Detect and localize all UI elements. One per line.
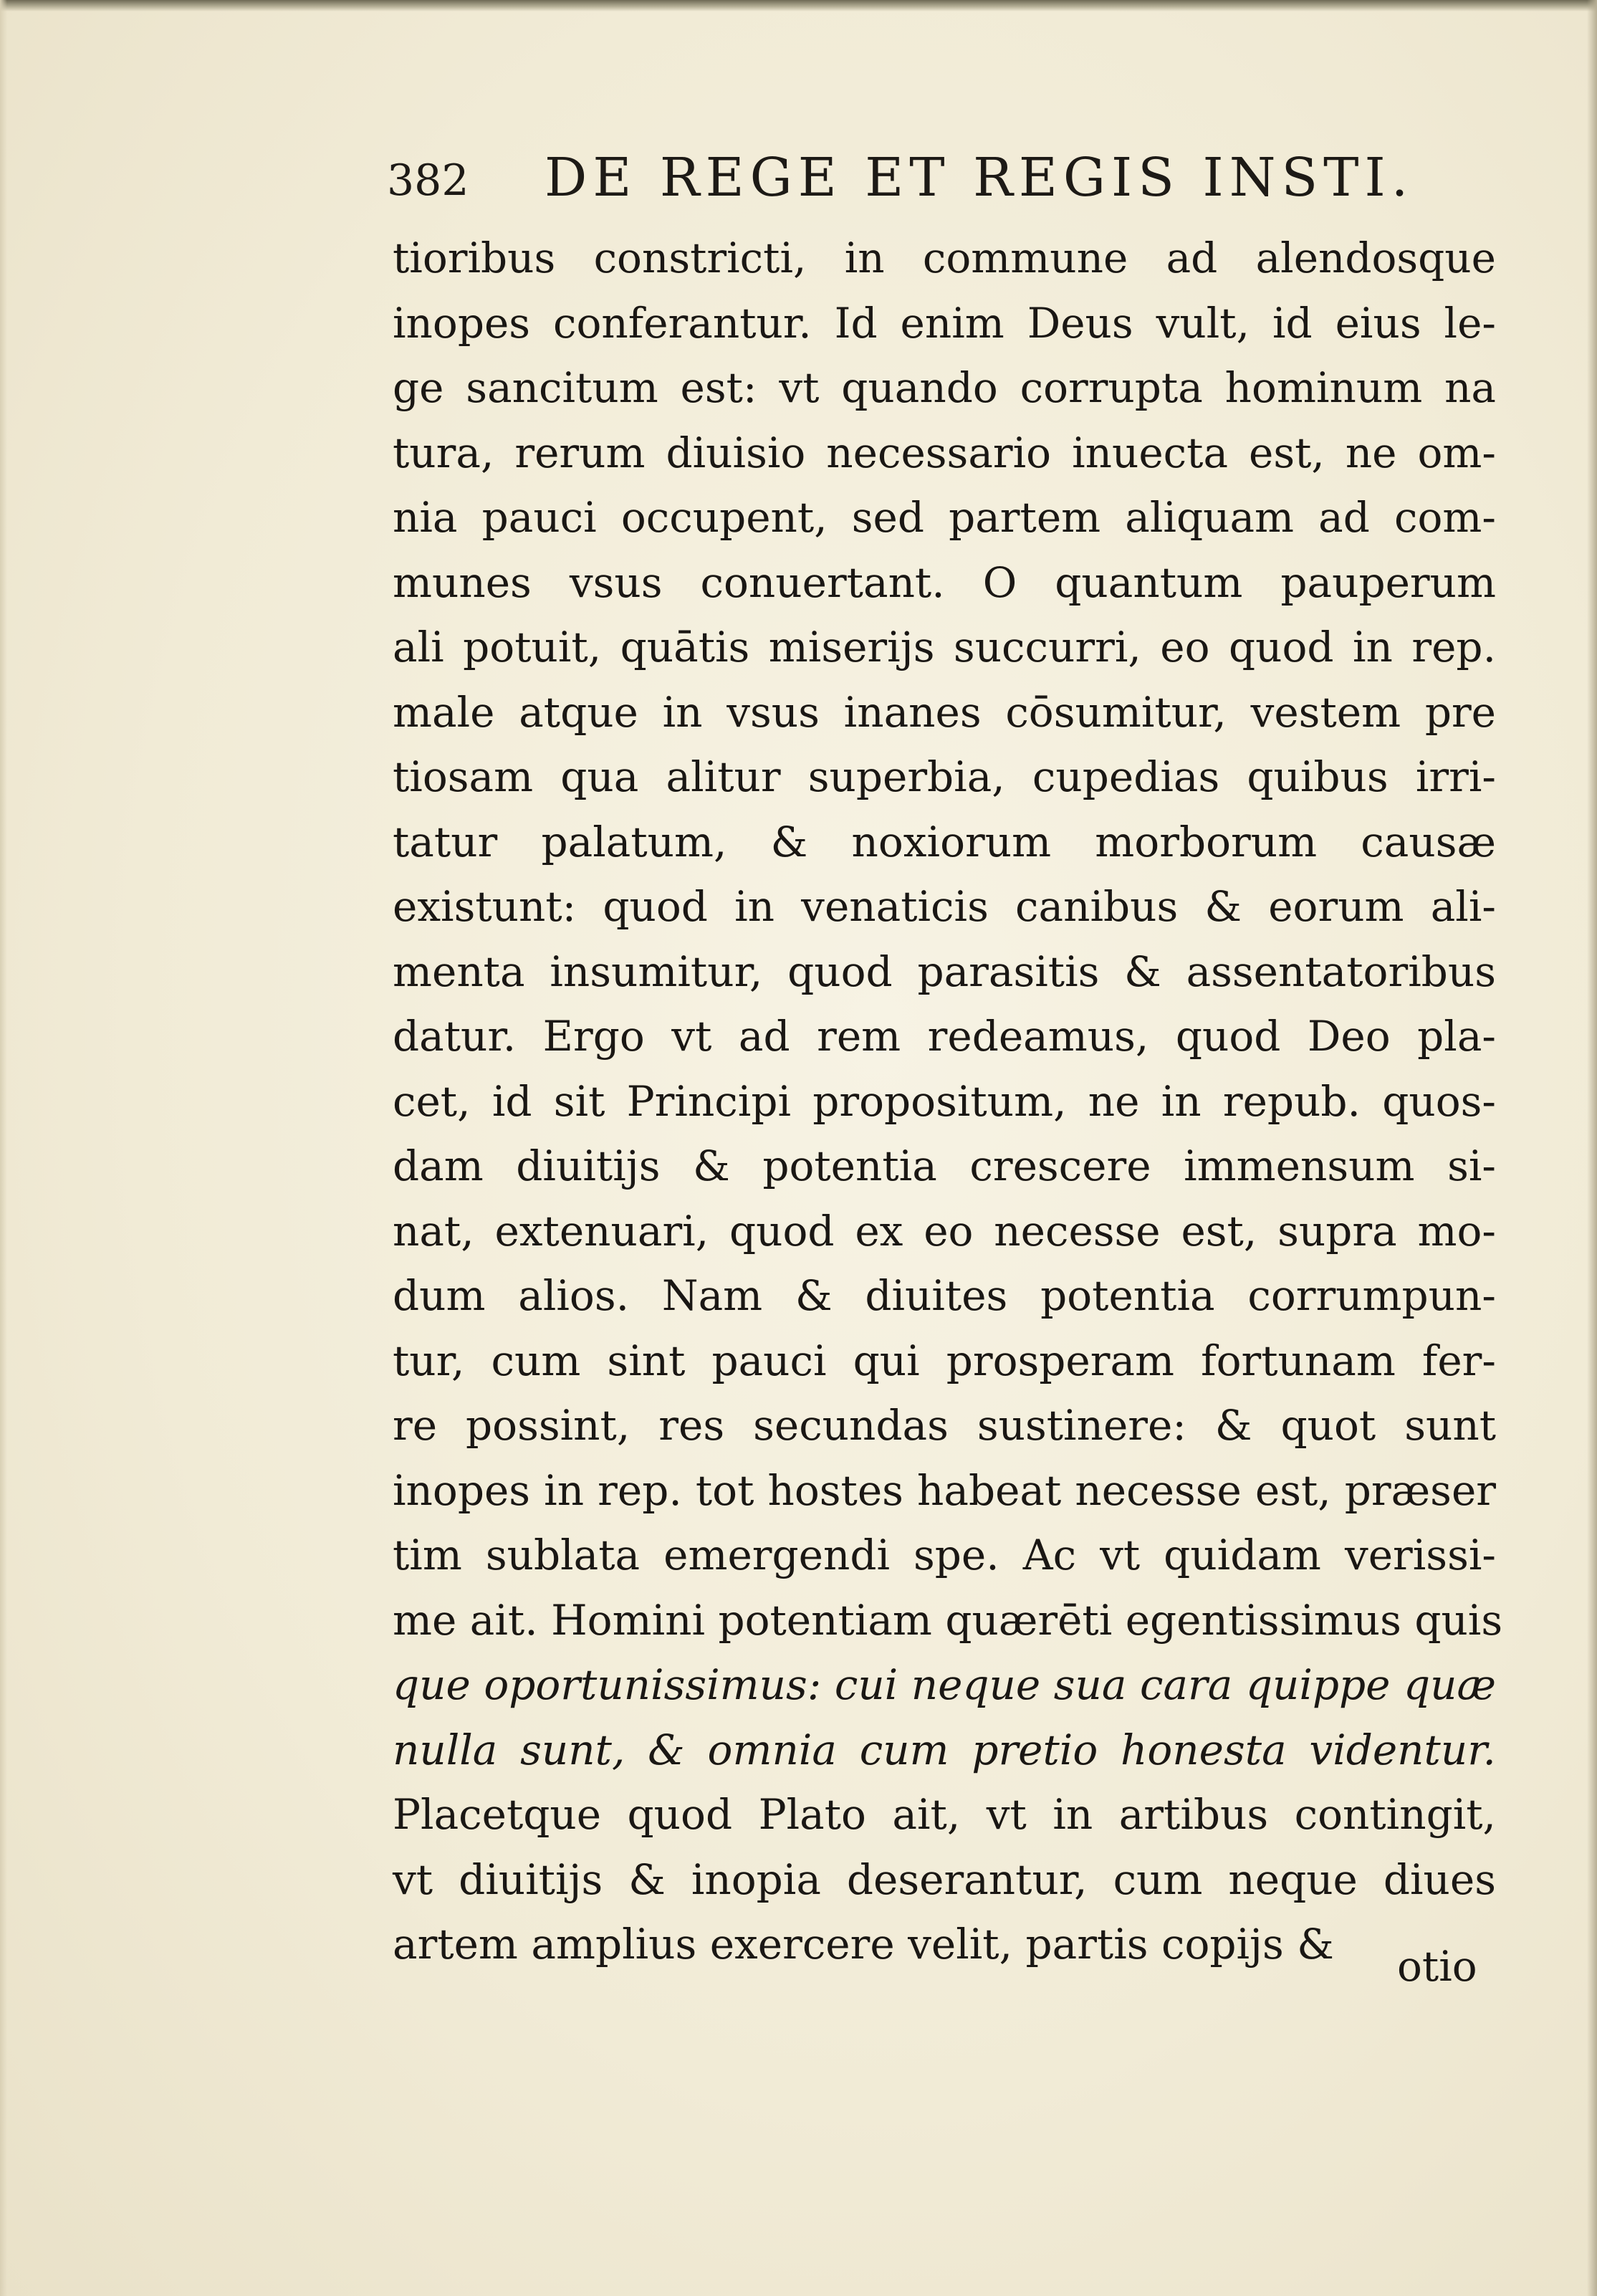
text-line: tatur palatum, & noxiorum morborum causæ [393, 817, 1496, 866]
catchword: otio [1397, 1942, 1477, 1991]
text-line: artem amplius exercere velit, partis copijs & [393, 1920, 1334, 1969]
text-line: cet, id sit Principi propositum, ne in repub. quos- [393, 1076, 1496, 1126]
text-line: inopes conferantur. Id enim Deus vult, id eius le- [393, 298, 1496, 348]
text-line: existunt: quod in venaticis canibus & eorum ali- [393, 882, 1496, 931]
page-top-edge [0, 0, 1597, 11]
text-line: me ait. Homini potentiam quærēti egentissimus quis [393, 1595, 1503, 1645]
text-line: ge sancitum est: vt quando corrupta hominum na [393, 363, 1496, 412]
text-line: dam diuitijs & potentia crescere immensum si- [393, 1142, 1496, 1190]
text-line: tioribus constricti, in commune ad alendosque [393, 234, 1496, 282]
text-line: tura, rerum diuisio necessario inuecta est, ne om- [393, 428, 1496, 477]
body-text [393, 226, 1503, 1977]
text-line: re possint, res secundas sustinere: & quot sunt [393, 1401, 1496, 1450]
text-line: datur. Ergo vt ad rem redeamus, quod Deo pla- [393, 1012, 1496, 1061]
text-line: Placetque quod Plato ait, vt in artibus contingit, [393, 1790, 1496, 1839]
text-line: dum alios. Nam & diuites potentia corrumpun- [393, 1271, 1496, 1320]
text-line: munes vsus conuertant. O quantum pauperum [393, 558, 1496, 607]
text-line: ali potuit, quātis miserijs succurri, eo quod in rep. [393, 623, 1496, 671]
text-line: male atque in vsus inanes cōsumitur, vestem pre [393, 687, 1496, 737]
text-line-italic: nulla sunt, & omnia cum pretio honesta videntur. [393, 1725, 1496, 1774]
text-line: inopes in rep. tot hostes habeat necesse est, præser [393, 1465, 1496, 1515]
page-right-edge [1587, 0, 1597, 2296]
page-header [387, 147, 1462, 211]
text-line: nat, extenuari, quod ex eo necesse est, supra mo- [393, 1206, 1496, 1255]
text-line: tim sublata emergendi spe. Ac vt quidam verissi- [393, 1531, 1496, 1579]
text-line: vt diuitijs & inopia deserantur, cum neque diues [393, 1855, 1496, 1904]
running-head: DE REGE ET REGIS INSTI. [545, 147, 1414, 209]
text-line: tiosam qua alitur superbia, cupedias quibus irri- [393, 752, 1496, 801]
text-line: nia pauci occupent, sed partem aliquam ad com- [393, 493, 1496, 542]
text-line: menta insumitur, quod parasitis & assentatoribus [393, 947, 1496, 996]
text-line: tur, cum sint pauci qui prosperam fortunam fer- [393, 1336, 1496, 1385]
page-left-edge [0, 0, 7, 2296]
text-line-italic: que oportunissimus: cui neque sua cara quippe quæ [393, 1660, 1496, 1709]
page-number: 382 [387, 156, 469, 206]
